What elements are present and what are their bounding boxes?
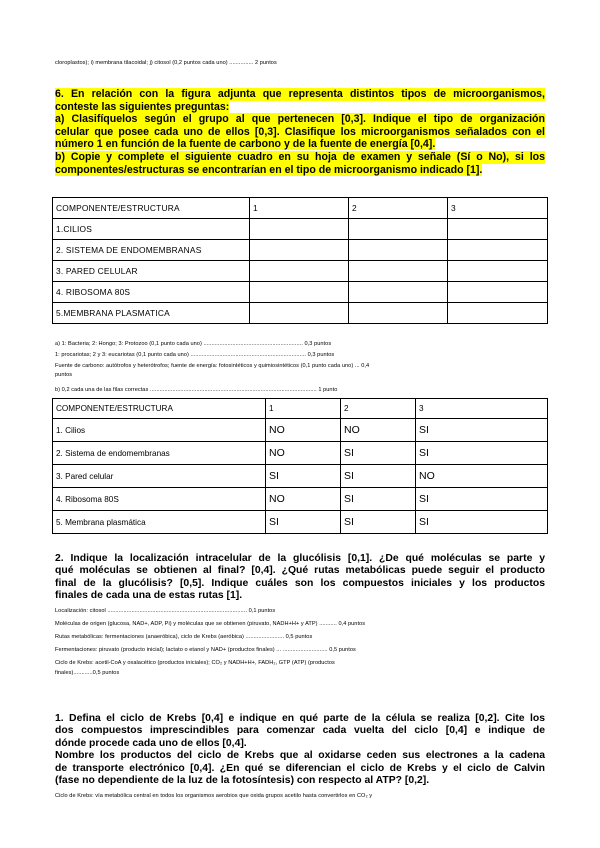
q1-line: Nombre los productos del ciclo de Krebs que al oxidarse ceden sus electrones a la cadena — [55, 750, 545, 762]
answer-cell: SI — [416, 419, 548, 442]
row-label: 3. PARED CELULAR — [53, 261, 250, 282]
table-row — [53, 442, 548, 465]
table-row — [53, 303, 548, 324]
header-cell: 1 — [250, 198, 349, 219]
answer-2-line: Ciclo de Krebs: acetil-CoA y oxalacético (productos iniciales); CO₂ y NADH+H+, FADH₂, GTP (ATP) (productos — [55, 660, 335, 666]
answer-cell: SI — [266, 511, 341, 534]
answer-cell: NO — [416, 465, 548, 488]
question-6 — [55, 88, 545, 176]
q1-line: (fase no dependiente de la luz de la fotosíntesis) con respecto al ATP? [0,2]. — [55, 775, 430, 787]
row-label: 5.MEMBRANA PLASMATICA — [53, 303, 250, 324]
answer-6a-line: a) 1: Bacteria; 2: Hongo; 3: Protozoo (0,1 punto cada uno) .............................................................. 0,3 puntos — [55, 341, 332, 347]
answer-6a-line: Fuente de carbono: autótrofos y heterótrofos; fuente de energía: fotosintéticos y quimiosintéticos (0,1 punto cada uno) ... 0,4 — [55, 363, 370, 369]
answer-cell: SI — [341, 488, 416, 511]
answer-cell: SI — [341, 465, 416, 488]
q6-line: 6. En relación con la figura adjunta que representa distintos tipos de microorganismos, — [55, 88, 545, 100]
answer-2-line: finales)............0,5 puntos — [55, 670, 120, 676]
q2-line: finales de cada una de estas rutas [1]. — [55, 590, 243, 602]
q6-part-b-line: componentes/estructuras se encontrarían en el tipo de microorganismo indicado [1]. — [55, 163, 483, 176]
table-row — [53, 261, 548, 282]
q1-line: dónde procede cada uno de ellos [0,4]. — [55, 737, 247, 749]
answer-cell: SI — [416, 511, 548, 534]
table-header-row — [53, 198, 548, 219]
q2-line: final de la glucólisis? [0,5]. Indique cuáles son los compuestos iniciales y los productos — [55, 577, 545, 589]
table-row — [53, 465, 548, 488]
q1-line: de transporte electrónico [0,4]. ¿En qué se diferencian el ciclo de Krebs y el ciclo de Calvin — [55, 762, 545, 774]
q1-line: dos compuestos imprescindibles para comenzar cada vuelta del ciclo [0,4] e indique de — [55, 725, 545, 737]
header-cell: COMPONENTE/ESTRUCTURA — [53, 198, 250, 219]
header-cell: COMPONENTE/ESTRUCTURA — [53, 399, 266, 419]
row-label: 1. Cilios — [53, 419, 266, 442]
answer-2-line: Localización: citosol ....................................................................................... 0,1 puntos — [55, 608, 276, 614]
answer-2-line: Moléculas de origen (glucosa, NAD+, ADP, Pi) y moléculas que se obtienen (piruvato, NADH+H+ y ATP) ........... 0,4 puntos — [55, 621, 366, 627]
table-row — [53, 419, 548, 442]
table-row — [53, 511, 548, 534]
previous-answer-line: cloroplastos); i) membrana tilacoidal; j) citosol (0,2 puntos cada uno) ............... 2 puntos — [55, 60, 277, 66]
table-row — [53, 219, 548, 240]
answer-cell: SI — [416, 488, 548, 511]
q6-line: conteste las siguientes preguntas: — [55, 100, 230, 113]
answer-6a-line: puntos — [55, 372, 73, 378]
q2-line: qué moléculas se obtienen al final? [0,4]. ¿Qué rutas metabólicas puede seguir el producto — [55, 565, 545, 577]
header-cell: 1 — [266, 399, 341, 419]
question-2 — [55, 553, 545, 603]
answer-6b-line: b) 0,2 cada una de las filas correctas ........................................................................................................ 1 punto — [55, 387, 338, 393]
row-label: 3. Pared celular — [53, 465, 266, 488]
answer-cell: SI — [266, 465, 341, 488]
row-label: 5. Membrana plasmática — [53, 511, 266, 534]
table-row — [53, 240, 548, 261]
table-header-row — [53, 399, 548, 419]
question-1 — [55, 713, 545, 787]
answer-cell: NO — [266, 488, 341, 511]
row-label: 4. Ribosoma 80S — [53, 488, 266, 511]
q6-part-a-line: número 1 en función de la fuente de carbono y de la fuente de energía [0,4]. — [55, 138, 436, 151]
answer-cell: SI — [416, 442, 548, 465]
blank-components-table — [52, 197, 548, 324]
row-label: 2. SISTEMA DE ENDOMEMBRANAS — [53, 240, 250, 261]
header-cell: 3 — [448, 198, 548, 219]
header-cell: 2 — [341, 399, 416, 419]
row-label: 1.CILIOS — [53, 219, 250, 240]
answer-6a-line: 1: procariotas; 2 y 3: eucariotas (0,1 punto cada uno) ........................................................................ 0,3 puntos — [55, 352, 335, 358]
answer-cell: NO — [341, 419, 416, 442]
row-label: 4. RIBOSOMA 80S — [53, 282, 250, 303]
row-label: 2. Sistema de endomembranas — [53, 442, 266, 465]
q6-part-a-line: a) Clasifíquelos según el grupo al que pertenecen [0,3]. Indique el tipo de organización — [55, 113, 545, 126]
header-cell: 2 — [349, 198, 448, 219]
answer-cell: SI — [341, 511, 416, 534]
answer-2-line: Rutas metabólicas: fermentaciones (anaeróbica), ciclo de Krebs (aeróbica) ........................ 0,5 puntos — [55, 634, 313, 640]
answer-cell: SI — [341, 442, 416, 465]
q6-part-a-line: celular que posee cada uno de ellos [0,3]. Clasifique los microorganismos señalados con el — [55, 125, 545, 138]
answer-2-line: Fermentaciones: piruvato (producto inicial); lactato o etanol y NAD+ (productos finales) ... ............................ 0,5 puntos — [55, 647, 356, 653]
q1-line: 1. Defina el ciclo de Krebs [0,4] e indique en qué parte de la célula se realiza [0,2]. Cite los — [55, 713, 545, 724]
answer-cell: NO — [266, 419, 341, 442]
answer-components-table — [52, 398, 548, 534]
table-row — [53, 488, 548, 511]
answer-cell: NO — [266, 442, 341, 465]
q2-line: 2. Indique la localización intracelular de la glucólisis [0,1]. ¿De qué moléculas se parte y — [55, 553, 545, 564]
answer-1-line: Ciclo de Krebs: vía metabólica central en todos los organismos aerobios que oxida grupos acetilo hasta convertirlos en CO₂ y — [55, 793, 373, 799]
q6-part-b-line: b) Copie y complete el siguiente cuadro en su hoja de examen y señale (Sí o No), si los — [55, 150, 545, 163]
header-cell: 3 — [416, 399, 548, 419]
table-row — [53, 282, 548, 303]
